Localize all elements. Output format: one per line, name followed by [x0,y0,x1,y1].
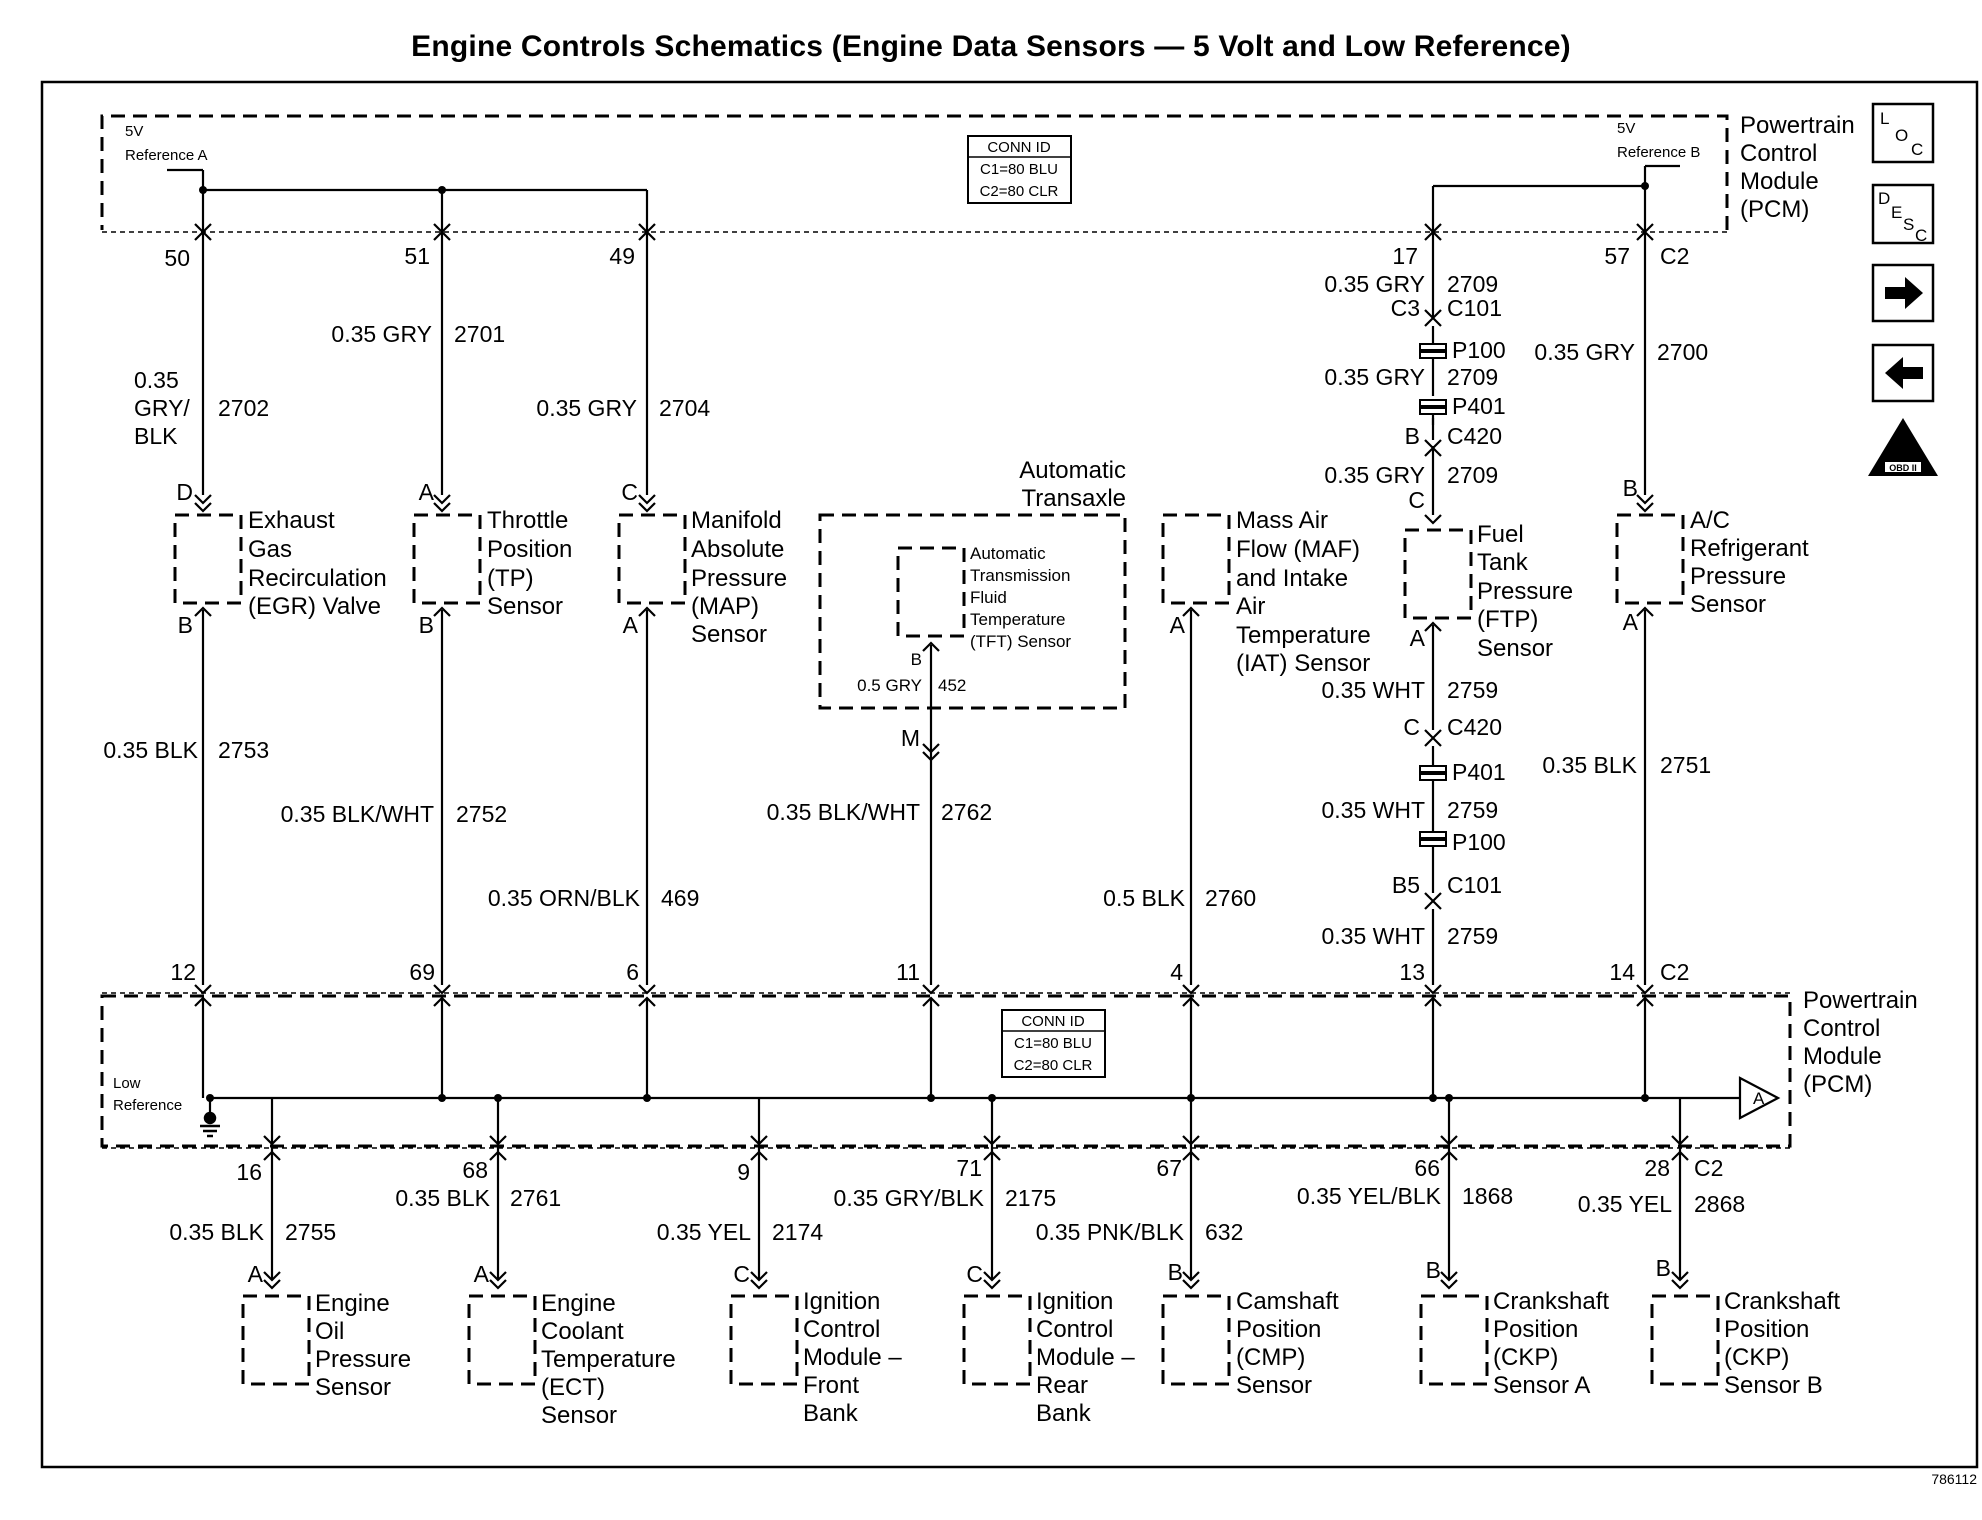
svg-text:632: 632 [1205,1219,1244,1245]
wire-2761-label [395,1185,561,1211]
wire-2868-label [1578,1191,1745,1217]
svg-text:0.35 BLK: 0.35 BLK [1542,752,1637,778]
svg-text:BLK: BLK [134,423,178,449]
svg-text:E: E [1891,203,1903,222]
svg-text:0.35 GRY: 0.35 GRY [1324,364,1425,390]
svg-text:Module –: Module – [803,1344,902,1371]
egr-label [248,507,387,620]
svg-text:452: 452 [938,676,967,695]
svg-text:2702: 2702 [218,395,270,421]
svg-text:C: C [1911,140,1924,159]
svg-text:2751: 2751 [1660,752,1712,778]
diagram-title: Engine Controls Schematics (Engine Data Sensors — 5 Volt and Low Reference) [411,30,1571,63]
wire-469-label [488,885,700,911]
egr-pin-bottom: B [177,612,193,638]
pin-49: 49 [609,243,635,269]
svg-text:and Intake: and Intake [1236,565,1349,592]
svg-text:L: L [1880,109,1890,128]
svg-text:Pressure: Pressure [1690,563,1787,590]
svg-text:2709: 2709 [1447,462,1499,488]
pin-68: 68 [462,1157,488,1183]
ckp-b-label [1724,1288,1840,1399]
svg-text:C420: C420 [1447,714,1502,740]
maf-label [1236,507,1371,677]
svg-text:Front: Front [803,1372,860,1399]
svg-text:0.35 BLK/WHT: 0.35 BLK/WHT [766,799,920,825]
svg-text:Temperature: Temperature [541,1346,676,1373]
svg-text:0.35 GRY: 0.35 GRY [331,321,432,347]
svg-text:0.35 GRY: 0.35 GRY [536,395,637,421]
ac-sensor-box [1617,515,1683,603]
svg-text:Rear: Rear [1036,1372,1089,1399]
loc-icon[interactable] [1873,104,1933,162]
maf-sensor-box [1163,515,1229,603]
ckp-b-sensor-box [1652,1296,1718,1384]
svg-text:Position: Position [487,536,573,563]
svg-text:Automatic: Automatic [970,544,1046,563]
next-page-arrow-icon[interactable] [1873,265,1933,321]
icm-rear-box [964,1296,1030,1384]
svg-text:Control: Control [1740,140,1818,167]
wire-2175-label [834,1185,1057,1211]
svg-text:Sensor: Sensor [691,621,768,648]
pin-14: 14 [1609,959,1635,985]
svg-text:C1=80 BLU: C1=80 BLU [980,161,1058,178]
svg-text:2759: 2759 [1447,923,1499,949]
svg-text:(FTP): (FTP) [1477,606,1539,633]
svg-text:0.5 GRY: 0.5 GRY [857,676,922,695]
svg-text:(CMP): (CMP) [1236,1344,1306,1371]
svg-text:Exhaust: Exhaust [248,507,335,534]
tp-sensor-box [414,515,480,603]
icm-front-box [731,1296,797,1384]
svg-text:Throttle: Throttle [487,507,569,534]
svg-text:A: A [1753,1089,1765,1108]
egr-pin-top: D [176,479,193,505]
pin-13: 13 [1399,959,1425,985]
svg-text:Module: Module [1803,1043,1882,1070]
ac-pin-bottom: A [1622,609,1638,635]
svg-text:Control: Control [1036,1316,1114,1343]
svg-text:0.35 YEL: 0.35 YEL [1577,1191,1672,1217]
svg-text:M: M [900,725,920,751]
svg-text:C2=80 CLR: C2=80 CLR [979,183,1059,200]
svg-text:Bank: Bank [1036,1400,1091,1427]
svg-text:0.35 WHT: 0.35 WHT [1321,923,1425,949]
ftp-label [1477,521,1573,662]
ftp-sensor-box [1405,530,1471,618]
svg-text:0.35 YEL/BLK: 0.35 YEL/BLK [1296,1183,1441,1209]
svg-text:(TFT) Sensor: (TFT) Sensor [970,632,1072,651]
eop-label [315,1290,411,1401]
svg-text:2760: 2760 [1205,885,1257,911]
pin-69: 69 [409,959,435,985]
map-pin-bottom: A [622,612,638,638]
svg-text:Transmission: Transmission [970,566,1071,585]
svg-text:(EGR) Valve: (EGR) Valve [248,593,381,620]
svg-text:Sensor: Sensor [1236,1372,1313,1399]
pin-4: 4 [1170,959,1183,985]
map-label [691,507,787,648]
low-ref-label-2: Reference [113,1097,183,1114]
svg-text:Powertrain: Powertrain [1803,987,1918,1014]
svg-text:C420: C420 [1447,423,1502,449]
pin-6: 6 [626,959,639,985]
ckp-a-pin: B [1425,1257,1441,1283]
svg-text:Air: Air [1236,593,1266,620]
svg-text:0.35 BLK: 0.35 BLK [103,737,198,763]
desc-icon[interactable] [1873,185,1933,245]
svg-text:(CKP): (CKP) [1724,1344,1790,1371]
wire-2751-label [1542,752,1711,778]
svg-text:A/C: A/C [1690,507,1731,534]
pin-67: 67 [1156,1155,1182,1181]
svg-text:0.5 BLK: 0.5 BLK [1103,885,1185,911]
tft-label [970,544,1071,651]
pin-28-conn: C2 [1694,1155,1724,1181]
ac-label [1690,507,1809,618]
svg-text:Ignition: Ignition [1036,1288,1114,1315]
pin-11: 11 [896,959,920,985]
svg-text:S: S [1903,215,1915,234]
tp-label [487,507,572,620]
ref-b-label: Reference B [1617,144,1701,161]
svg-text:Transaxle: Transaxle [1021,485,1126,512]
ref-a-5v: 5V [125,123,144,140]
wire-2760-label [1103,885,1256,911]
svg-text:2709: 2709 [1447,364,1499,390]
wire-2700-label [1534,339,1708,365]
svg-text:C1=80 BLU: C1=80 BLU [1014,1035,1092,1052]
svg-text:(IAT) Sensor: (IAT) Sensor [1236,650,1371,677]
svg-text:Recirculation: Recirculation [248,565,387,592]
tft-wire-label [857,650,966,751]
svg-text:Tank: Tank [1477,549,1528,576]
wire-1868-label [1297,1183,1513,1209]
svg-text:Bank: Bank [803,1400,858,1427]
svg-text:0.35 GRY: 0.35 GRY [1324,271,1425,297]
conn-id-bottom [1002,1010,1105,1077]
svg-text:Mass Air: Mass Air [1236,507,1329,534]
cmp-pin: B [1167,1259,1183,1285]
figure-id: 786112 [1931,1471,1977,1487]
svg-text:2701: 2701 [454,321,506,347]
svg-text:C3: C3 [1390,295,1420,321]
ftp-pin-bottom: A [1409,625,1425,651]
svg-text:Sensor A: Sensor A [1493,1372,1591,1399]
pin-57: 57 [1604,243,1630,269]
svg-text:O: O [1895,126,1909,145]
svg-text:(PCM): (PCM) [1803,1071,1873,1098]
svg-text:(CKP): (CKP) [1493,1344,1559,1371]
svg-text:0.35 PNK/BLK: 0.35 PNK/BLK [1035,1219,1184,1245]
ckp-a-sensor-box [1421,1296,1487,1384]
icm-front-pin: C [733,1261,750,1287]
svg-text:2755: 2755 [285,1219,337,1245]
svg-text:B: B [1404,423,1420,449]
svg-text:Control: Control [1803,1015,1881,1042]
svg-text:Engine: Engine [541,1290,616,1317]
svg-text:1868: 1868 [1462,1183,1514,1209]
svg-text:Coolant: Coolant [541,1318,624,1345]
wire-2701-label [331,321,505,347]
svg-text:2174: 2174 [772,1219,824,1245]
svg-text:B: B [910,650,922,669]
svg-text:2759: 2759 [1447,797,1499,823]
svg-text:Position: Position [1724,1316,1810,1343]
pcm-label-top [1740,112,1855,223]
transaxle-label [1019,457,1126,512]
pin-9: 9 [737,1159,750,1185]
egr-sensor-box [175,515,241,603]
tp-pin-bottom: B [418,612,434,638]
svg-text:CONN ID: CONN ID [987,139,1051,156]
svg-text:Sensor: Sensor [1690,591,1767,618]
icm-rear-label [1036,1288,1135,1427]
svg-text:C101: C101 [1447,295,1502,321]
svg-text:0.35 ORN/BLK: 0.35 ORN/BLK [487,885,640,911]
pcm-label-bottom [1803,987,1918,1098]
svg-text:Camshaft: Camshaft [1236,1288,1339,1315]
low-ref-label-1: Low [113,1075,141,1092]
ref-a-label: Reference A [125,147,208,164]
svg-text:Position: Position [1236,1316,1322,1343]
tft-sensor-box [898,548,964,636]
svg-text:0.35 BLK: 0.35 BLK [395,1185,490,1211]
svg-text:Fuel: Fuel [1477,521,1524,548]
svg-text:Control: Control [803,1316,881,1343]
wire-632-label [1036,1219,1244,1245]
svg-text:(TP): (TP) [487,565,534,592]
svg-text:II: II [1899,442,1907,458]
svg-text:C101: C101 [1447,872,1502,898]
svg-text:Sensor: Sensor [541,1402,618,1429]
svg-text:0.35 WHT: 0.35 WHT [1321,677,1425,703]
svg-text:2762: 2762 [941,799,993,825]
pin-66: 66 [1414,1155,1440,1181]
svg-text:0.35 GRY/BLK: 0.35 GRY/BLK [833,1185,984,1211]
svg-text:Gas: Gas [248,536,293,563]
ground-icon [200,1113,220,1136]
svg-text:Position: Position [1493,1316,1579,1343]
wire-2174-label [657,1219,824,1245]
svg-text:0.35 WHT: 0.35 WHT [1321,797,1425,823]
svg-text:Sensor: Sensor [1477,635,1554,662]
eop-pin: A [247,1261,263,1287]
ect-sensor-box [469,1296,535,1384]
svg-text:Sensor: Sensor [315,1374,392,1401]
icm-front-label [803,1288,902,1427]
svg-text:Engine: Engine [315,1290,390,1317]
svg-text:CONN ID: CONN ID [1021,1013,1085,1030]
svg-text:Flow (MAF): Flow (MAF) [1236,536,1360,563]
svg-text:Ignition: Ignition [803,1288,881,1315]
svg-text:Sensor B: Sensor B [1724,1372,1823,1399]
svg-text:2175: 2175 [1005,1185,1057,1211]
svg-text:Crankshaft: Crankshaft [1724,1288,1841,1315]
svg-text:0.35 BLK/WHT: 0.35 BLK/WHT [280,801,434,827]
tp-pin-top: A [418,479,434,505]
previous-page-arrow-icon[interactable] [1873,345,1933,401]
svg-text:2753: 2753 [218,737,270,763]
svg-text:Sensor: Sensor [487,593,564,620]
svg-text:2704: 2704 [659,395,711,421]
svg-text:C2=80 CLR: C2=80 CLR [1013,1057,1093,1074]
svg-text:0.35 BLK: 0.35 BLK [169,1219,264,1245]
pin-71: 71 [956,1155,982,1181]
ect-label [541,1290,676,1429]
svg-text:(ECT): (ECT) [541,1374,605,1401]
svg-text:B5: B5 [1391,872,1420,898]
ftp-pin-top: C [1408,487,1425,513]
svg-text:Pressure: Pressure [691,565,788,592]
svg-text:469: 469 [661,885,700,911]
svg-text:2752: 2752 [456,801,508,827]
pin-17: 17 [1392,243,1418,269]
svg-text:Pressure: Pressure [1477,578,1574,605]
ect-pin: A [473,1261,489,1287]
svg-text:Temperature: Temperature [1236,622,1371,649]
svg-text:(MAP): (MAP) [691,593,759,620]
svg-text:Powertrain: Powertrain [1740,112,1855,139]
svg-text:0.35 GRY: 0.35 GRY [1534,339,1635,365]
svg-text:P100: P100 [1452,337,1506,363]
wire-2762-label [767,799,993,825]
svg-text:GRY/: GRY/ [134,395,190,421]
svg-text:Manifold: Manifold [691,507,782,534]
svg-text:Pressure: Pressure [315,1346,412,1373]
wire-2752-label [281,801,508,827]
svg-text:Absolute: Absolute [691,536,785,563]
pin-28: 28 [1644,1155,1670,1181]
svg-text:Fluid: Fluid [970,588,1007,607]
wire-2753-label [103,737,269,763]
svg-text:2868: 2868 [1694,1191,1746,1217]
svg-text:2761: 2761 [510,1185,562,1211]
ac-pin-top: B [1622,475,1638,501]
maf-pin-bottom: A [1169,612,1185,638]
svg-text:Refrigerant: Refrigerant [1690,535,1809,562]
svg-text:Oil: Oil [315,1318,345,1345]
svg-text:C: C [1915,226,1928,245]
svg-text:OBD II: OBD II [1889,463,1917,473]
map-pin-top: C [621,479,638,505]
eop-sensor-box [243,1296,309,1384]
svg-text:0.35 YEL: 0.35 YEL [656,1219,751,1245]
svg-text:0.35: 0.35 [134,367,179,393]
icm-rear-pin: C [966,1261,983,1287]
svg-text:C: C [1403,714,1420,740]
svg-text:Module –: Module – [1036,1344,1135,1371]
svg-text:2700: 2700 [1657,339,1709,365]
pcm-bottom-box [102,996,1790,1146]
ftp-lower-chain-labels [1321,677,1505,949]
svg-text:Temperature: Temperature [970,610,1066,629]
pin-16: 16 [236,1159,262,1185]
ftp-upper-chain-labels [1324,271,1505,488]
svg-text:P100: P100 [1452,829,1506,855]
conn-id-top [968,136,1071,203]
ref-b-5v: 5V [1617,120,1636,137]
wire-2755-label [169,1219,336,1245]
pcm-top-box [102,116,1727,230]
obd-ii-icon[interactable] [1868,418,1938,476]
cmp-sensor-box [1163,1296,1229,1384]
svg-text:(PCM): (PCM) [1740,196,1810,223]
svg-text:Automatic: Automatic [1019,457,1126,484]
svg-text:Module: Module [1740,168,1819,195]
svg-text:2759: 2759 [1447,677,1499,703]
wire-2704-label [536,395,710,421]
pin-12: 12 [170,959,196,985]
cmp-label [1236,1288,1339,1399]
pin-14-conn: C2 [1660,959,1690,985]
map-sensor-box [619,515,685,603]
pin-57-conn: C2 [1660,243,1690,269]
svg-text:Crankshaft: Crankshaft [1493,1288,1610,1315]
pin-50: 50 [164,245,190,271]
wire-2702-label [134,367,269,449]
svg-text:P401: P401 [1452,759,1506,785]
ckp-b-pin: B [1655,1255,1671,1281]
svg-text:D: D [1878,189,1891,208]
pin-51: 51 [404,243,430,269]
svg-text:0.35 GRY: 0.35 GRY [1324,462,1425,488]
svg-text:2709: 2709 [1447,271,1499,297]
ckp-a-label [1493,1288,1609,1399]
svg-text:P401: P401 [1452,393,1506,419]
offpage-connector-a [1740,1078,1778,1118]
